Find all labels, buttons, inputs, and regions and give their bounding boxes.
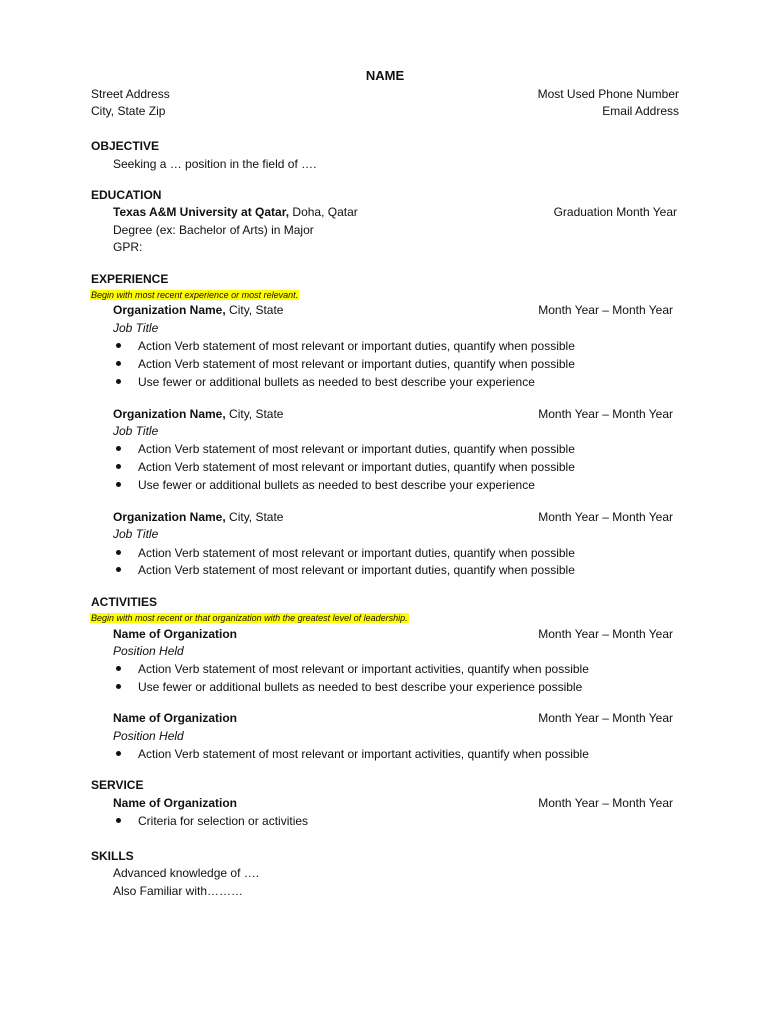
experience-heading: EXPERIENCE [91, 272, 169, 286]
org-name: Organization Name, [113, 303, 226, 317]
bullet-icon [116, 684, 121, 689]
school-name: Texas A&M University at Qatar, [113, 205, 290, 219]
job-title: Job Title [113, 527, 159, 541]
gpr: GPR: [113, 240, 143, 254]
list-item: Action Verb statement of most relevant or important duties, quantify when possible [116, 338, 575, 354]
bullet-icon [116, 666, 121, 671]
position-held: Position Held [113, 729, 184, 743]
email-address: Email Address [602, 104, 679, 118]
bullet-icon [116, 550, 121, 555]
activities-note-highlight: Begin with most recent or that organization with the greatest level of leadership. [91, 613, 408, 623]
org-name: Organization Name, [113, 510, 226, 524]
graduation-date: Graduation Month Year [553, 205, 677, 219]
job-title: Job Title [113, 321, 159, 335]
activities-heading: ACTIVITIES [91, 595, 158, 609]
education-heading: EDUCATION [91, 188, 162, 202]
list-item: Action Verb statement of most relevant or important duties, quantify when possible [116, 356, 575, 372]
phone-number: Most Used Phone Number [537, 87, 679, 101]
experience-dates: Month Year – Month Year [538, 510, 673, 524]
experience-org-line [113, 406, 283, 422]
bullet-icon [116, 567, 121, 572]
list-item: Use fewer or additional bullets as needed to best describe your experience [116, 374, 535, 390]
org-name: Organization Name, [113, 407, 226, 421]
list-item: Action Verb statement of most relevant or important duties, quantify when possible [116, 562, 575, 578]
list-item: Action Verb statement of most relevant or important activities, quantify when possible [116, 746, 589, 762]
resume-name: NAME [365, 68, 405, 83]
activity-org: Name of Organization [113, 627, 238, 641]
skills-line-2: Also Familiar with……… [113, 884, 244, 898]
objective-text: Seeking a … position in the field of …. [113, 157, 317, 171]
experience-note-highlight: Begin with most recent experience or most relevant. [91, 290, 299, 300]
position-held: Position Held [113, 644, 184, 658]
org-location: City, State [225, 407, 284, 421]
skills-line-1: Advanced knowledge of …. [113, 866, 260, 880]
degree: Degree (ex: Bachelor of Arts) in Major [113, 223, 314, 237]
experience-note [90, 289, 299, 301]
list-item: Action Verb statement of most relevant or important duties, quantify when possible [116, 459, 575, 475]
skills-heading: SKILLS [91, 849, 134, 863]
list-item: Action Verb statement of most relevant or important duties, quantify when possible [116, 441, 575, 457]
service-org: Name of Organization [113, 796, 238, 810]
list-item: Action Verb statement of most relevant or important duties, quantify when possible [116, 545, 575, 561]
bullet-icon [116, 379, 121, 384]
service-heading: SERVICE [91, 778, 144, 792]
education-school-line [113, 204, 358, 220]
activity-dates: Month Year – Month Year [538, 627, 673, 641]
activity-dates: Month Year – Month Year [538, 711, 673, 725]
experience-org-line [113, 509, 283, 525]
list-item: Use fewer or additional bullets as needed to best describe your experience [116, 477, 535, 493]
bullet-icon [116, 446, 121, 451]
org-location: City, State [225, 303, 284, 317]
city-state-zip: City, State Zip [91, 104, 166, 118]
bullet-icon [116, 343, 121, 348]
school-location: Doha, Qatar [289, 205, 358, 219]
bullet-icon [116, 818, 121, 823]
bullet-icon [116, 464, 121, 469]
experience-org-line [113, 302, 283, 318]
list-item: Criteria for selection or activities [116, 813, 308, 829]
bullet-icon [116, 482, 121, 487]
objective-heading: OBJECTIVE [91, 139, 160, 153]
list-item: Use fewer or additional bullets as needed to best describe your experience possible [116, 679, 582, 695]
street-address: Street Address [91, 87, 170, 101]
org-location: City, State [225, 510, 284, 524]
list-item: Action Verb statement of most relevant or important activities, quantify when possible [116, 661, 589, 677]
activity-org: Name of Organization [113, 711, 238, 725]
experience-dates: Month Year – Month Year [538, 303, 673, 317]
bullet-icon [116, 751, 121, 756]
job-title: Job Title [113, 424, 159, 438]
activities-note [90, 612, 409, 624]
experience-dates: Month Year – Month Year [538, 407, 673, 421]
bullet-icon [116, 361, 121, 366]
service-dates: Month Year – Month Year [538, 796, 673, 810]
